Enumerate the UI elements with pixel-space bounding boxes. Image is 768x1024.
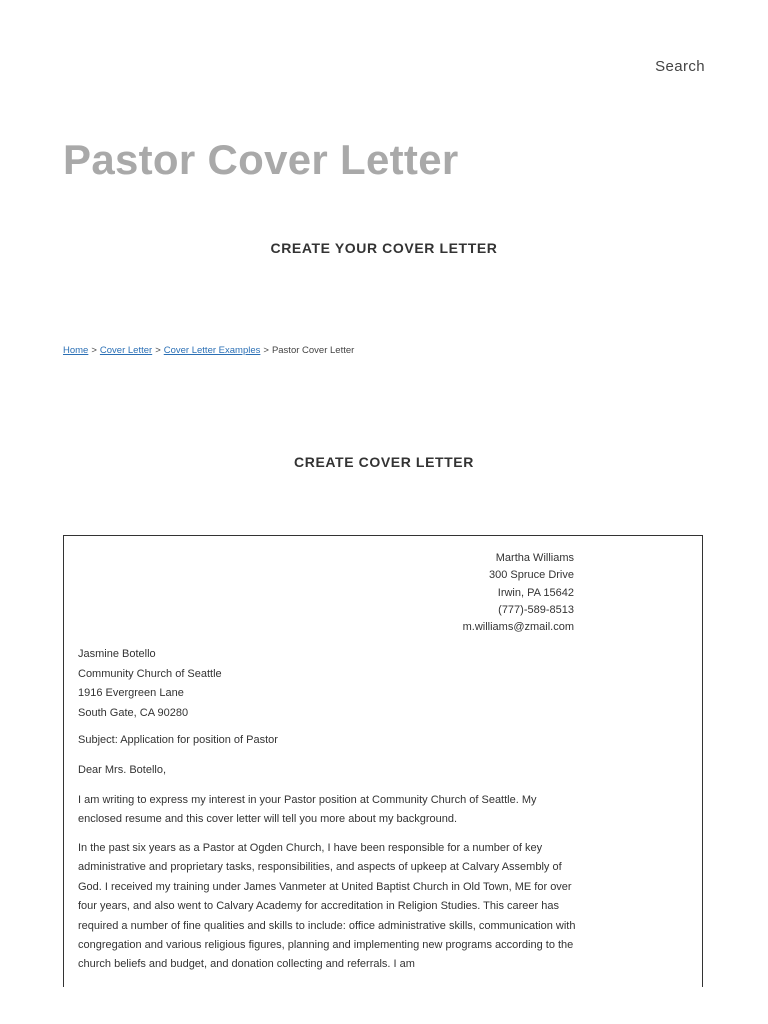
recipient-street: 1916 Evergreen Lane xyxy=(78,687,184,699)
sender-street: 300 Spruce Drive xyxy=(489,569,574,582)
breadcrumb xyxy=(63,345,354,356)
letter-subject: Subject: Application for position of Pastor xyxy=(78,734,278,746)
recipient-name: Jasmine Botello xyxy=(78,648,156,660)
sender-email: m.williams@zmail.com xyxy=(462,621,574,634)
breadcrumb-current-page: Pastor Cover Letter xyxy=(271,345,355,356)
breadcrumb-separator: > xyxy=(91,345,97,356)
sender-city: Irwin, PA 15642 xyxy=(497,586,574,599)
sender-phone: (777)-589-8513 xyxy=(498,603,574,616)
search-link[interactable]: Search xyxy=(655,58,705,75)
sender-name: Martha Williams xyxy=(495,552,574,564)
letter-paragraph: I am writing to express my interest in your Pastor position at Community Church of Seattle. My enclosed resume and this cover letter will tell you more about my background. xyxy=(78,794,537,826)
sender-block xyxy=(463,550,574,636)
breadcrumb-cover-letter-examples-link[interactable]: Cover Letter Examples xyxy=(163,345,261,356)
create-your-cover-letter-button[interactable]: CREATE YOUR COVER LETTER xyxy=(270,240,498,256)
breadcrumb-separator: > xyxy=(263,345,269,356)
recipient-city: South Gate, CA 90280 xyxy=(78,706,189,719)
letter-greeting: Dear Mrs. Botello, xyxy=(78,764,167,776)
recipient-organization: Community Church of Seattle xyxy=(78,667,222,680)
cover-letter-sample xyxy=(63,535,703,987)
breadcrumb-home-link[interactable]: Home xyxy=(63,345,89,356)
breadcrumb-cover-letter-link[interactable]: Cover Letter xyxy=(99,345,153,356)
breadcrumb-separator: > xyxy=(155,345,161,356)
create-cover-letter-button[interactable]: CREATE COVER LETTER xyxy=(294,454,474,470)
page-title: Pastor Cover Letter xyxy=(63,136,459,183)
letter-paragraph: In the past six years as a Pastor at Ogden Church, I have been responsible for a number of key administrative and proprietary tasks, responsibilities, and aspects of upkeep at Calvary Assembly of God. I received my training under James Vanmeter at United Baptist Church in Old Town, ME for over four years, and also went to Calvary Academy for accreditation in Religion Studies. This career has required a number of fine qualities and skills to include: office administrative skills, communication with congregation and various religious figures, planning and implementing new programs according to the church beliefs and budget, and donation collecting and referrals. I am xyxy=(78,842,576,971)
recipient-block xyxy=(78,645,222,723)
